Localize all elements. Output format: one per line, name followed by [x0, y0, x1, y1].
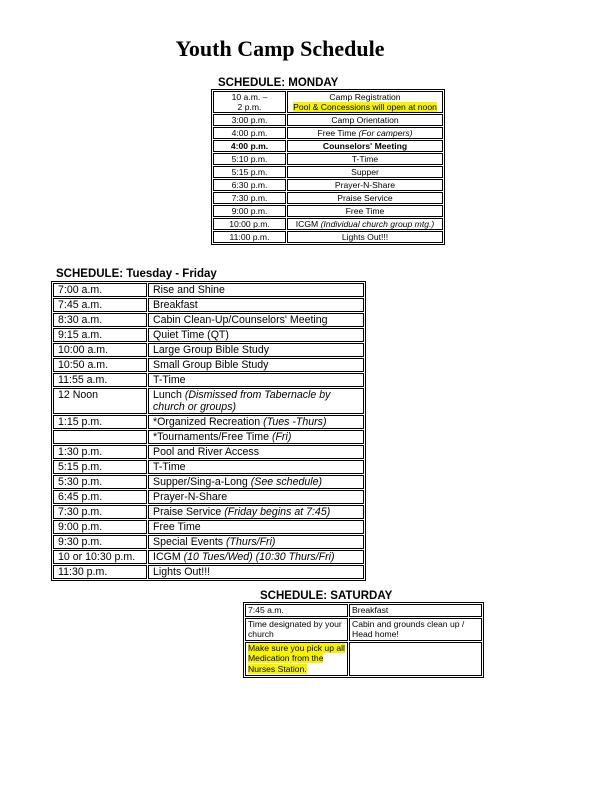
- table-row: [53, 550, 364, 564]
- time-cell: 8:30 a.m.: [53, 313, 147, 327]
- activity-cell: [148, 430, 364, 444]
- tuesday-friday-heading: SCHEDULE: Tuesday - Friday: [56, 268, 217, 280]
- activity-note: (For campers): [358, 128, 413, 138]
- medication-reminder: Make sure you pick up all Medication from the Nurses Station.: [248, 642, 345, 674]
- tuesday-friday-table: [51, 281, 366, 581]
- table-row: [245, 642, 482, 676]
- activity-cell: Prayer-N-Share: [287, 179, 443, 191]
- table-row: [213, 127, 443, 139]
- activity-cell: [148, 475, 364, 489]
- activity-cell: [349, 642, 482, 676]
- activity-cell: Breakfast: [148, 298, 364, 312]
- table-row: [213, 166, 443, 178]
- time-cell: 10:00 p.m.: [213, 218, 286, 230]
- activity-cell: [287, 218, 443, 230]
- medication-reminder-cell: [245, 642, 348, 676]
- activity-text: Supper/Sing-a-Long: [153, 476, 251, 488]
- table-row: [53, 388, 364, 414]
- time-cell: 7:30 p.m.: [53, 505, 147, 519]
- time-cell: 3:00 p.m.: [213, 114, 286, 126]
- activity-text: ICGM: [295, 219, 321, 229]
- table-row: [213, 192, 443, 204]
- table-row: [213, 179, 443, 191]
- table-row: [53, 430, 364, 444]
- table-row: [53, 475, 364, 489]
- table-row: [213, 91, 443, 113]
- table-row: [245, 618, 482, 641]
- activity-text: *Organized Recreation: [153, 416, 264, 428]
- activity-note: (Tues -Thurs): [263, 416, 327, 428]
- activity-cell: [148, 505, 364, 519]
- table-row: [53, 328, 364, 342]
- activity-note: (See schedule): [250, 476, 323, 488]
- time-cell: 1:30 p.m.: [53, 445, 147, 459]
- saturday-heading: SCHEDULE: SATURDAY: [260, 590, 393, 602]
- activity-cell: [287, 91, 443, 113]
- time-cell: 10:00 a.m.: [53, 343, 147, 357]
- page-title: Youth Camp Schedule: [175, 36, 385, 61]
- time-cell: 4:00 p.m.: [213, 140, 286, 152]
- time-cell: 10:50 a.m.: [53, 358, 147, 372]
- activity-text: Special Events: [153, 536, 227, 548]
- activity-note: (Fri): [271, 431, 292, 443]
- monday-table: [211, 89, 445, 245]
- activity-cell: Camp Orientation: [287, 114, 443, 126]
- table-row: [245, 604, 482, 617]
- time-cell: 9:00 p.m.: [213, 205, 286, 217]
- activity-text: *Tournaments/Free Time: [153, 431, 272, 443]
- table-row: [53, 283, 364, 297]
- activity-cell: Small Group Bible Study: [148, 358, 364, 372]
- highlight-note: Pool & Concessions will open at noon: [293, 102, 437, 112]
- activity-cell: Praise Service: [287, 192, 443, 204]
- time-cell: [213, 91, 286, 113]
- time-cell: [53, 430, 147, 444]
- activity-text: Lunch: [153, 389, 185, 401]
- activity-cell: Lights Out!!!: [148, 565, 364, 579]
- activity-cell: Quiet Time (QT): [148, 328, 364, 342]
- time-cell: 7:00 a.m.: [53, 283, 147, 297]
- activity-cell: [148, 415, 364, 429]
- time-cell: 1:15 p.m.: [53, 415, 147, 429]
- time-text: 10 a.m. – 2 p.m.: [231, 92, 268, 112]
- table-row: [53, 460, 364, 474]
- activity-cell: [148, 550, 364, 564]
- table-row: [213, 205, 443, 217]
- time-cell: 5:15 p.m.: [213, 166, 286, 178]
- activity-note: (Dismissed from Tabernacle by church or groups): [153, 389, 331, 413]
- activity-cell: [148, 388, 364, 414]
- time-cell: 5:10 p.m.: [213, 153, 286, 165]
- table-row: [53, 565, 364, 579]
- activity-cell: Lights Out!!!: [287, 231, 443, 243]
- time-cell: 9:30 p.m.: [53, 535, 147, 549]
- time-cell: 9:00 p.m.: [53, 520, 147, 534]
- activity-text: Praise Service: [153, 506, 225, 518]
- activity-cell: [148, 535, 364, 549]
- activity-cell: T-Time: [148, 460, 364, 474]
- table-row: [213, 231, 443, 243]
- time-cell: 5:30 p.m.: [53, 475, 147, 489]
- saturday-table: [243, 602, 484, 678]
- activity-cell: Prayer-N-Share: [148, 490, 364, 504]
- table-row: [53, 373, 364, 387]
- table-row: [53, 415, 364, 429]
- time-cell: 11:30 p.m.: [53, 565, 147, 579]
- activity-cell: Cabin Clean-Up/Counselors' Meeting: [148, 313, 364, 327]
- activity-cell: Cabin and grounds clean up / Head home!: [349, 618, 482, 641]
- activity-cell: Supper: [287, 166, 443, 178]
- table-row: [53, 490, 364, 504]
- table-row: [53, 535, 364, 549]
- table-row: [53, 445, 364, 459]
- table-row: [53, 505, 364, 519]
- time-cell: 9:15 a.m.: [53, 328, 147, 342]
- table-row: [53, 358, 364, 372]
- time-cell: Time designated by your church: [245, 618, 348, 641]
- activity-cell: Rise and Shine: [148, 283, 364, 297]
- activity-cell: Counselors' Meeting: [287, 140, 443, 152]
- activity-cell: Large Group Bible Study: [148, 343, 364, 357]
- time-cell: 11:00 p.m.: [213, 231, 286, 243]
- activity-text: Camp Registration: [329, 92, 401, 102]
- time-cell: 12 Noon: [53, 388, 147, 414]
- table-row: [53, 298, 364, 312]
- activity-note: (10 Tues/Wed) (10:30 Thurs/Fri): [183, 551, 335, 563]
- monday-heading: SCHEDULE: MONDAY: [218, 77, 339, 89]
- activity-cell: Breakfast: [349, 604, 482, 617]
- activity-cell: T-Time: [148, 373, 364, 387]
- activity-note: (Friday begins at 7:45): [224, 506, 331, 518]
- time-cell: 11:55 a.m.: [53, 373, 147, 387]
- time-cell: 7:45 a.m.: [245, 604, 348, 617]
- activity-note: (Thurs/Fri): [226, 536, 276, 548]
- table-row: [53, 343, 364, 357]
- table-row: [213, 114, 443, 126]
- time-cell: 6:45 p.m.: [53, 490, 147, 504]
- time-cell: 6:30 p.m.: [213, 179, 286, 191]
- activity-cell: Free Time: [287, 205, 443, 217]
- time-cell: 7:45 a.m.: [53, 298, 147, 312]
- time-cell: 7:30 p.m.: [213, 192, 286, 204]
- table-row: [53, 313, 364, 327]
- table-row: [213, 140, 443, 152]
- table-row: [213, 218, 443, 230]
- time-cell: 4:00 p.m.: [213, 127, 286, 139]
- time-cell: 10 or 10:30 p.m.: [53, 550, 147, 564]
- activity-cell: Pool and River Access: [148, 445, 364, 459]
- table-row: [213, 153, 443, 165]
- activity-text: ICGM: [153, 551, 184, 563]
- table-row: [53, 520, 364, 534]
- activity-text: Free Time: [317, 128, 359, 138]
- time-cell: 5:15 p.m.: [53, 460, 147, 474]
- activity-cell: [287, 127, 443, 139]
- activity-cell: Free Time: [148, 520, 364, 534]
- activity-note: (Individual church group mtg.): [320, 219, 435, 229]
- activity-cell: T-Time: [287, 153, 443, 165]
